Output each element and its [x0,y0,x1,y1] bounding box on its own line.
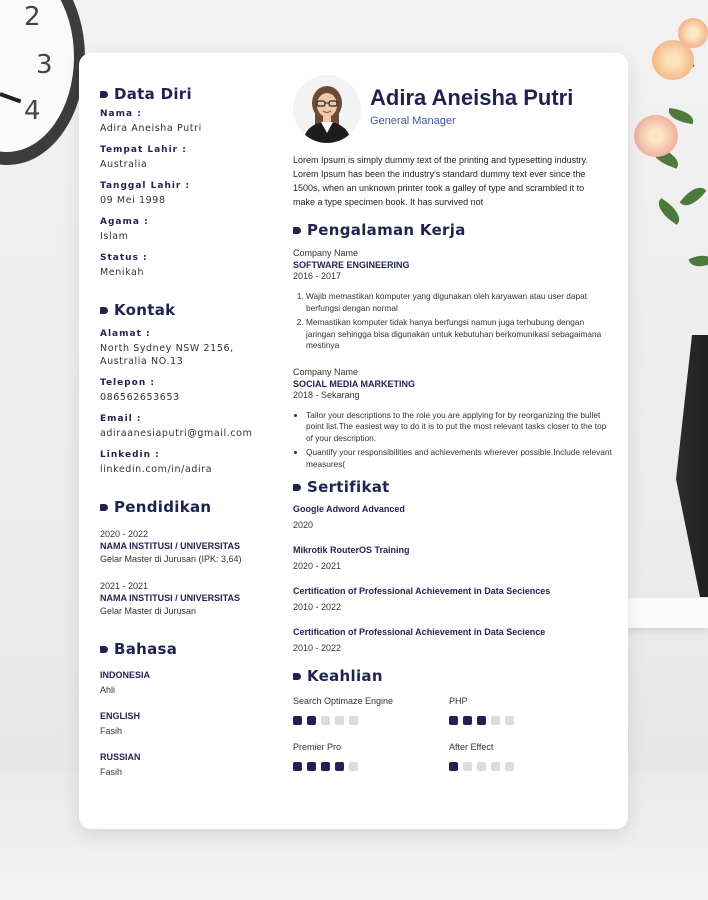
skill-dot-filled [449,762,458,771]
language-entry [100,711,280,738]
certificate-year: 2020 - 2021 [293,561,342,571]
profile-summary: Lorem Ipsum is simply dummy text of the printing and typesetting industry. Lorem Ipsum has been the industry's standard dummy text ever since the 1500s, when an unknown printer took a galley of type and scrambled it to make a type specimen book. It has survived not [293,155,588,207]
heading-bullet-icon [100,504,108,511]
section-title: Pengalaman Kerja [307,221,466,239]
profile-header [293,75,613,211]
heading-bullet-icon [100,646,108,653]
certificate-entry [293,586,613,614]
section-title: Kontak [114,301,176,319]
certificate-name: Certification of Professional Achievement in Data Secience [293,627,546,637]
certificate-entry [293,504,613,532]
education-years: 2020 - 2022 [100,529,149,539]
field-value: Adira Aneisha Putri [100,123,202,134]
section-title: Pendidikan [114,498,212,516]
section-heading-pendidikan [100,498,280,516]
education-degree: Gelar Master di Jurusan [100,606,197,616]
skill-dot-empty [463,762,472,771]
field-label: Tempat Lahir : [100,145,187,155]
skill-rating [293,716,449,725]
job-duty: 1. Wajib memastikan komputer yang digunakan oleh karyawan atau user dapat berfungsi dengan normal [306,291,613,314]
field-value: Australia [100,159,148,170]
flower [634,115,678,157]
heading-bullet-icon [100,307,108,314]
address-value: North Sydney NSW 2156, Australia NO.13 [100,343,234,367]
skill-dot-empty [491,716,500,725]
profile-photo [293,75,361,143]
linkedin-link[interactable]: linkedin.com/in/adira [100,464,213,475]
skill-dot-filled [293,762,302,771]
clock-numeral: 3 [36,50,53,80]
company-name: Company Name [293,366,359,377]
skill-dot-empty [505,716,514,725]
skills-grid [293,695,613,771]
skill-dot-empty [349,762,358,771]
avatar-illustration [293,75,361,143]
heading-bullet-icon [293,227,301,234]
profile-job-title: General Manager [370,115,456,127]
education-years: 2021 - 2021 [100,581,149,591]
clock-numeral: 4 [24,96,41,126]
skill-dot-empty [491,762,500,771]
skill-dot-filled [307,716,316,725]
email-link[interactable]: adiraanesiaputri@gmail.com [100,428,253,439]
heading-bullet-icon [293,484,301,491]
language-level: Fasih [100,726,123,736]
skill-dot-filled [335,762,344,771]
skill-dot-filled [449,716,458,725]
field-label: Email : [100,414,142,424]
field-label: Telepon : [100,378,156,388]
job-duties-list [293,291,613,352]
language-name: RUSSIAN [100,752,141,762]
section-heading-kontak [100,301,280,319]
section-heading-data-diri [100,85,280,103]
skill-dot-empty [321,716,330,725]
skill-dot-empty [335,716,344,725]
skill-rating [449,762,605,771]
language-level: Ahli [100,685,116,695]
job-role: SOFTWARE ENGINEERING [293,260,410,270]
clock-numeral: 2 [24,2,41,32]
job-duty: • Quantify your responsibilities and achievements wherever possible.Include relevant measures( [306,447,613,470]
right-column [293,75,613,771]
left-column [100,85,280,779]
job-duty: 2. Memastikan komputer tidak hanya berfungsi namun juga terhubung dengan jaringan sehingga bisa digunakan untuk kebutuhan berkomunikasi sebagaimana mestinya [306,317,613,352]
section-heading-keahlian [293,667,613,685]
section-title: Sertifikat [307,478,390,496]
skill-dot-filled [463,716,472,725]
field-label: Linkedin : [100,450,160,460]
vase [676,335,708,597]
skill-dot-filled [477,716,486,725]
field-value: Islam [100,231,129,242]
skill-item [293,741,449,771]
field-label: Agama : [100,217,149,227]
certificate-entry [293,627,613,655]
field-label: Alamat : [100,329,151,339]
education-institution: NAMA INSTITUSI / UNIVERSITAS [100,593,241,603]
shelf [628,598,708,628]
job-years: 2018 - Sekarang [293,389,360,400]
skill-name: Search Optimaze Engine [293,696,394,706]
section-heading-pengalaman [293,221,613,239]
field-value: 09 Mei 1998 [100,195,166,206]
education-entry [100,528,280,566]
language-entry [100,752,280,779]
section-title: Data Diri [114,85,192,103]
field-label: Nama : [100,109,142,119]
skill-dot-empty [505,762,514,771]
heading-bullet-icon [293,673,301,680]
job-entry [293,366,613,471]
skill-dot-empty [349,716,358,725]
skill-rating [449,716,605,725]
certificate-name: Certification of Professional Achievement in Data Seciences [293,586,551,596]
skill-rating [293,762,449,771]
certificate-year: 2010 - 2022 [293,643,342,653]
job-entry [293,247,613,352]
skill-name: After Effect [449,742,494,752]
job-duty: • Tailor your descriptions to the role you are applying for by reorganizing the bullet point list.The easiest way to do it is to put the most relevant tasks closer to the top of your description. [306,410,613,445]
education-institution: NAMA INSTITUSI / UNIVERSITAS [100,541,241,551]
profile-name: Adira Aneisha Putri [370,85,574,110]
skill-item [293,695,449,725]
skill-item [449,741,605,771]
skill-item [449,695,605,725]
field-value: Menikah [100,267,145,278]
education-entry [100,580,280,618]
certificate-entry [293,545,613,573]
skill-name: Premier Pro [293,742,342,752]
personal-data-list [100,109,280,279]
phone-value: 086562653653 [100,392,180,403]
section-heading-bahasa [100,640,280,658]
section-title: Keahlian [307,667,383,685]
certificate-year: 2010 - 2022 [293,602,342,612]
skill-dot-filled [293,716,302,725]
skill-name: PHP [449,696,468,706]
section-title: Bahasa [114,640,178,658]
contact-list [100,329,280,476]
language-level: Fasih [100,767,123,777]
language-entry [100,670,280,697]
job-role: SOCIAL MEDIA MARKETING [293,378,416,389]
certificate-name: Mikrotik RouterOS Training [293,545,410,555]
skill-dot-filled [321,762,330,771]
skill-dot-filled [307,762,316,771]
language-name: ENGLISH [100,711,141,721]
resume-card [79,53,628,829]
flower [678,18,708,48]
education-degree: Gelar Master di Jurusan (IPK: 3,64) [100,554,242,564]
job-duties-list [293,410,613,471]
job-years: 2016 - 2017 [293,271,342,281]
field-label: Tanggal Lahir : [100,181,191,191]
company-name: Company Name [293,248,359,258]
skill-dot-empty [477,762,486,771]
leaf [689,252,708,271]
field-label: Status : [100,253,148,263]
heading-bullet-icon [100,91,108,98]
language-name: INDONESIA [100,670,151,680]
certificate-name: Google Adword Advanced [293,504,405,514]
section-heading-sertifikat [293,478,613,496]
certificate-year: 2020 [293,520,314,530]
leaf [680,182,707,210]
